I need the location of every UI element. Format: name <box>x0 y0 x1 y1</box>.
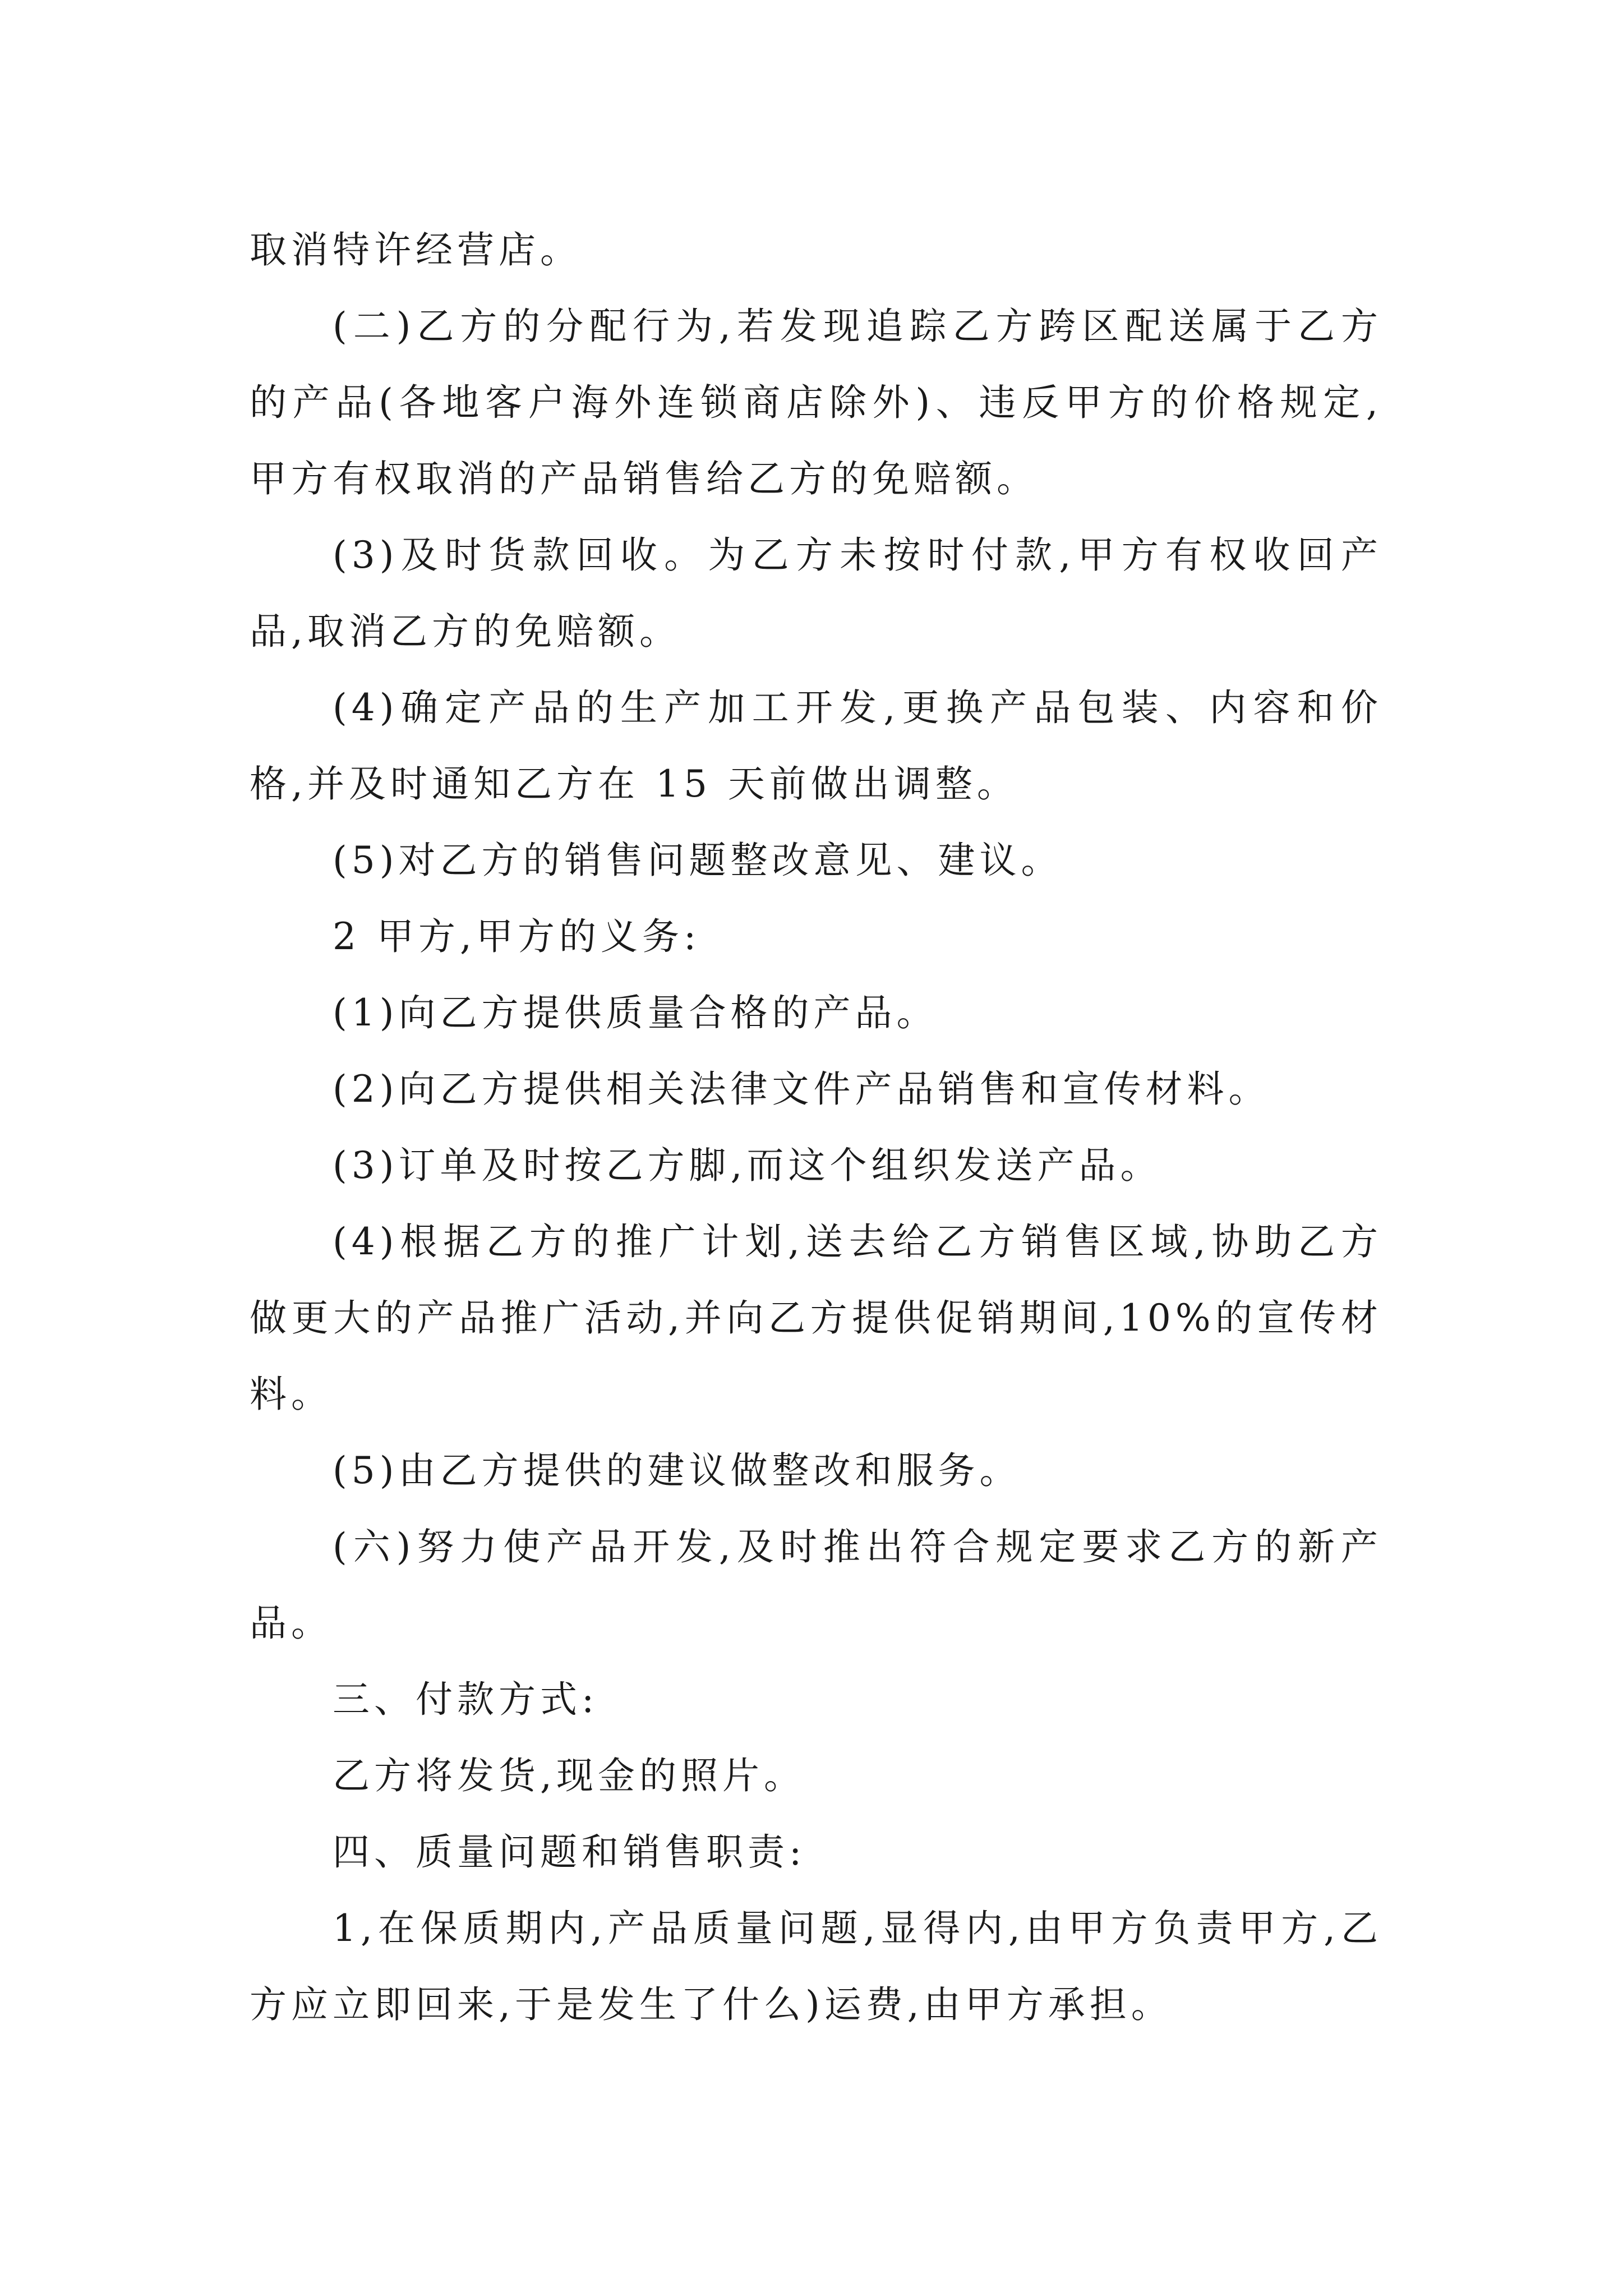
paragraph-15: 四、质量问题和销售职责: <box>333 1830 806 1874</box>
paragraph-6: 2 甲方,甲方的义务: <box>333 915 701 958</box>
paragraph-2: (二)乙方的分配行为,若发现追踪乙方跨区配送属于乙方的产品(各地客户海外连锁商店除外)、违反甲方的价格规定,甲方有权取消的产品销售给乙方的免赔额。 <box>250 305 1382 500</box>
document-body <box>250 212 1382 2043</box>
paragraph-4: (4)确定产品的生产加工开发,更换产品包装、内容和价格,并及时通知乙方在 15 天前做出调整。 <box>250 686 1382 806</box>
paragraph-14: 乙方将发货,现金的照片。 <box>333 1754 805 1797</box>
paragraph-10: (4)根据乙方的推广计划,送去给乙方销售区域,协助乙方做更大的产品推广活动,并向乙方提供促销期间,10%的宣传材料。 <box>250 1220 1382 1416</box>
paragraph-11: (5)由乙方提供的建议做整改和服务。 <box>333 1449 1021 1492</box>
paragraph-8: (2)向乙方提供相关法律文件产品销售和宣传材料。 <box>333 1068 1270 1111</box>
paragraph-16: 1,在保质期内,产品质量问题,显得内,由甲方负责甲方,乙方应立即回来,于是发生了什么)运费,由甲方承担。 <box>250 1907 1382 2026</box>
paragraph-3: (3)及时货款回收。为乙方未按时付款,甲方有权收回产品,取消乙方的免赔额。 <box>250 533 1382 653</box>
paragraph-7: (1)向乙方提供质量合格的产品。 <box>333 991 938 1034</box>
paragraph-5: (5)对乙方的销售问题整改意见、建议。 <box>333 839 1063 882</box>
paragraph-13: 三、付款方式: <box>333 1678 599 1721</box>
paragraph-12: (六)努力使产品开发,及时推出符合规定要求乙方的新产品。 <box>250 1525 1382 1645</box>
paragraph-1: 取消特许经营店。 <box>250 228 582 272</box>
paragraph-9: (3)订单及时按乙方脚,而这个组织发送产品。 <box>333 1144 1162 1187</box>
